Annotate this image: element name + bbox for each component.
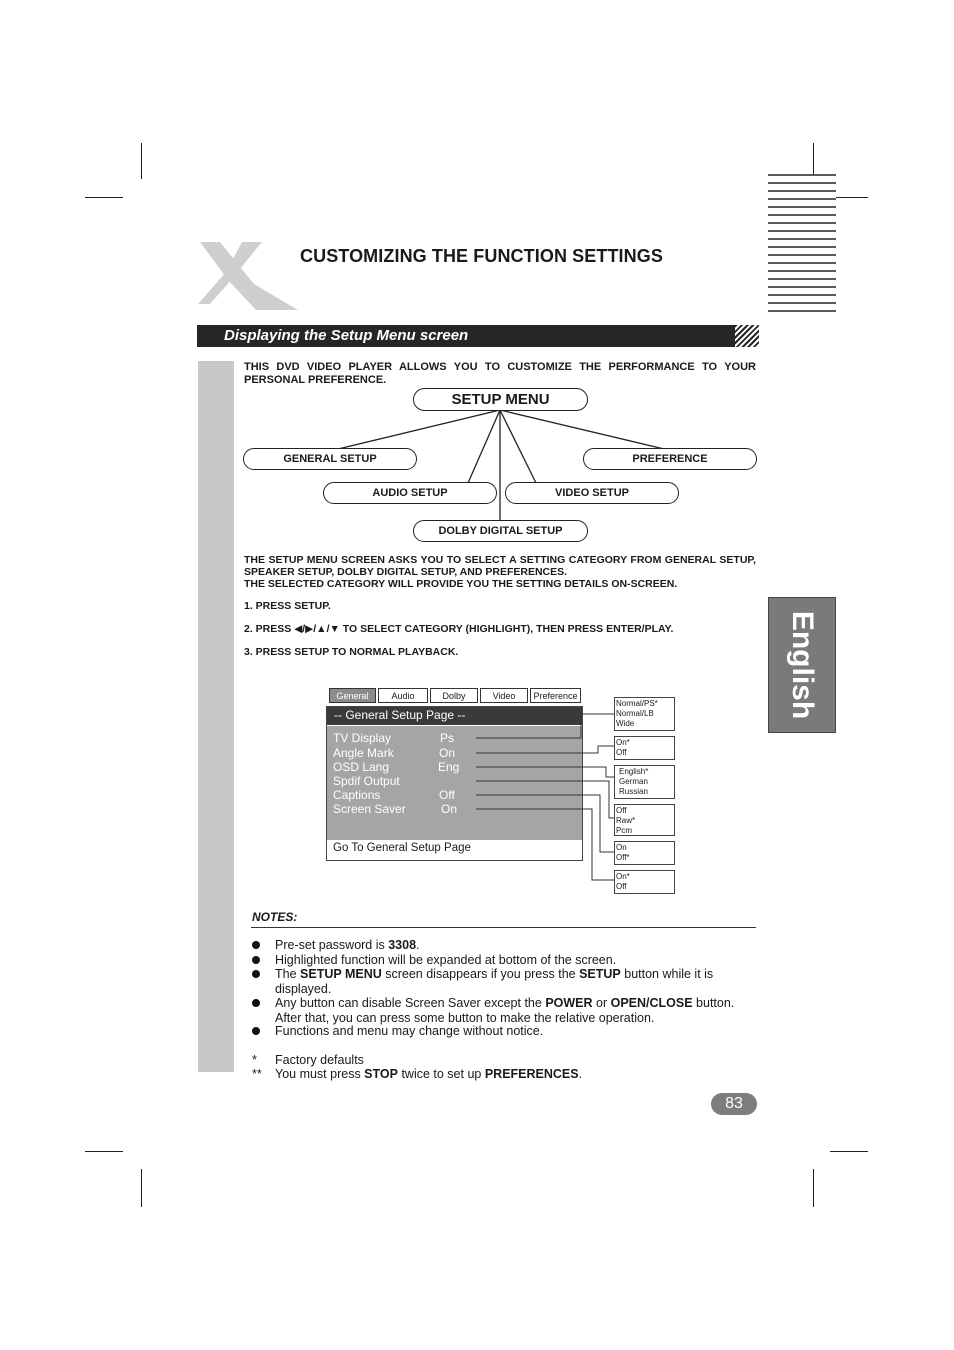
footnote-mark: * <box>252 1053 257 1067</box>
option-box-tv-display <box>614 697 675 731</box>
osd-menu-footer: Go To General Setup Page <box>333 842 471 854</box>
osd-row-label: OSD Lang <box>333 760 390 774</box>
notes-title: NOTES: <box>252 910 298 924</box>
osd-tab-dolby: Dolby <box>430 688 478 703</box>
osd-row-label: Screen Saver <box>333 802 406 816</box>
option-box-osd-lang <box>614 765 675 799</box>
osd-row-value: Off <box>439 788 455 802</box>
note-bold: OPEN/CLOSE <box>610 996 693 1010</box>
note-password <box>275 938 757 953</box>
option-item: Off <box>616 806 627 815</box>
option-box-screen-saver <box>614 870 675 894</box>
osd-row-label: Angle Mark <box>333 746 394 760</box>
option-item: Wide <box>616 719 635 728</box>
bullet-icon <box>252 970 260 978</box>
note-screen-saver <box>275 996 757 1025</box>
note-text: Pre-set password is <box>275 938 389 952</box>
option-item: Normal/PS* <box>616 699 658 708</box>
note-text: button. After that, you can press some button to make the relative operation. <box>275 996 735 1025</box>
description-text-2: THE SELECTED CATEGORY WILL PROVIDE YOU THE SETTING DETAILS ON-SCREEN. <box>244 578 678 590</box>
preference-label: PREFERENCE <box>632 453 708 465</box>
footnote-mark: ** <box>252 1067 262 1081</box>
page-title: CUSTOMIZING THE FUNCTION SETTINGS <box>300 246 663 266</box>
footnote-factory-defaults: Factory defaults <box>275 1053 364 1067</box>
intro-text: THIS DVD VIDEO PLAYER ALLOWS YOU TO CUSTOMIZE THE PERFORMANCE TO YOUR PERSONAL PREFERENCE. <box>244 361 756 386</box>
bullet-icon <box>252 941 260 949</box>
note-text: button while it is displayed. <box>275 967 714 996</box>
note-text: Any button can disable Screen Saver except the <box>275 996 546 1010</box>
osd-row-value: Ps <box>440 731 455 745</box>
option-item: Russian <box>619 787 648 796</box>
footnote-preferences <box>275 1067 757 1082</box>
note-text: You must press <box>275 1067 365 1081</box>
option-item: On* <box>616 738 630 747</box>
note-setup-menu <box>275 967 757 996</box>
bullet-icon <box>252 999 260 1007</box>
note-text: twice to set up <box>397 1067 485 1081</box>
notes-divider <box>251 927 756 928</box>
osd-row-label: Captions <box>333 788 381 802</box>
note-highlight: Highlighted function will be expanded at bottom of the screen. <box>275 953 617 967</box>
option-item: German <box>619 777 648 786</box>
osd-tab-preference: Preference <box>530 688 581 703</box>
page-number <box>711 1093 757 1115</box>
osd-tab-general: General <box>329 688 376 703</box>
general-setup-label: GENERAL SETUP <box>283 453 377 465</box>
osd-row-label: TV Display <box>333 731 392 745</box>
osd-row-value: On <box>441 802 458 816</box>
option-item: Normal/LB <box>616 709 654 718</box>
option-box-angle-mark <box>614 736 675 760</box>
page-number-text: 83 <box>725 1095 743 1112</box>
note-text: screen disappears if you press the <box>381 967 580 981</box>
option-item: Raw* <box>616 816 636 825</box>
step-1: 1. PRESS SETUP. <box>244 600 331 612</box>
language-tab-label: English <box>786 610 819 720</box>
bullet-icon <box>252 956 260 964</box>
note-bold: POWER <box>545 996 593 1010</box>
osd-row-label: Spdif Output <box>333 774 400 788</box>
option-item: Off* <box>616 853 630 862</box>
osd-menu-header-text: -- General Setup Page -- <box>334 708 466 722</box>
option-box-captions <box>614 841 675 865</box>
option-item: Pcm <box>616 826 632 835</box>
note-bold: PREFERENCES <box>484 1067 579 1081</box>
note-text: or <box>592 996 611 1010</box>
option-box-spdif-output <box>614 804 675 836</box>
section-title: Displaying the Setup Menu screen <box>224 327 469 344</box>
note-bold: STOP <box>364 1067 398 1081</box>
option-item: Off <box>616 882 627 891</box>
osd-row-value: On <box>439 746 456 760</box>
bullet-icon <box>252 1027 260 1035</box>
option-item: On* <box>616 872 630 881</box>
osd-row-value: Eng <box>438 760 460 774</box>
option-item: Off <box>616 748 627 757</box>
option-item: English* <box>619 767 649 776</box>
dolby-setup-label: DOLBY DIGITAL SETUP <box>438 525 563 537</box>
note-bold: SETUP <box>579 967 621 981</box>
setup-menu-label: SETUP MENU <box>451 391 550 408</box>
note-text: . <box>416 938 420 952</box>
step-2: 2. PRESS ◀/▶/▲/▼ TO SELECT CATEGORY (HIGHLIGHT), THEN PRESS ENTER/PLAY. <box>244 623 674 635</box>
note-text: The <box>275 967 301 981</box>
option-item: On <box>616 843 627 852</box>
note-change-notice: Functions and menu may change without notice. <box>275 1024 544 1038</box>
note-text: . <box>578 1067 583 1081</box>
step-3: 3. PRESS SETUP TO NORMAL PLAYBACK. <box>244 646 459 658</box>
description-text: THE SETUP MENU SCREEN ASKS YOU TO SELECT A SETTING CATEGORY FROM GENERAL SETUP, SPEAKER SETUP, DOLBY DIGITAL SETUP, AND PREFERENCES. <box>244 554 756 578</box>
note-bold: SETUP MENU <box>300 967 382 981</box>
note-bold: 3308 <box>388 938 417 952</box>
osd-tab-audio: Audio <box>378 688 428 703</box>
osd-tab-video: Video <box>480 688 528 703</box>
audio-setup-label: AUDIO SETUP <box>372 487 448 499</box>
video-setup-label: VIDEO SETUP <box>555 487 629 499</box>
